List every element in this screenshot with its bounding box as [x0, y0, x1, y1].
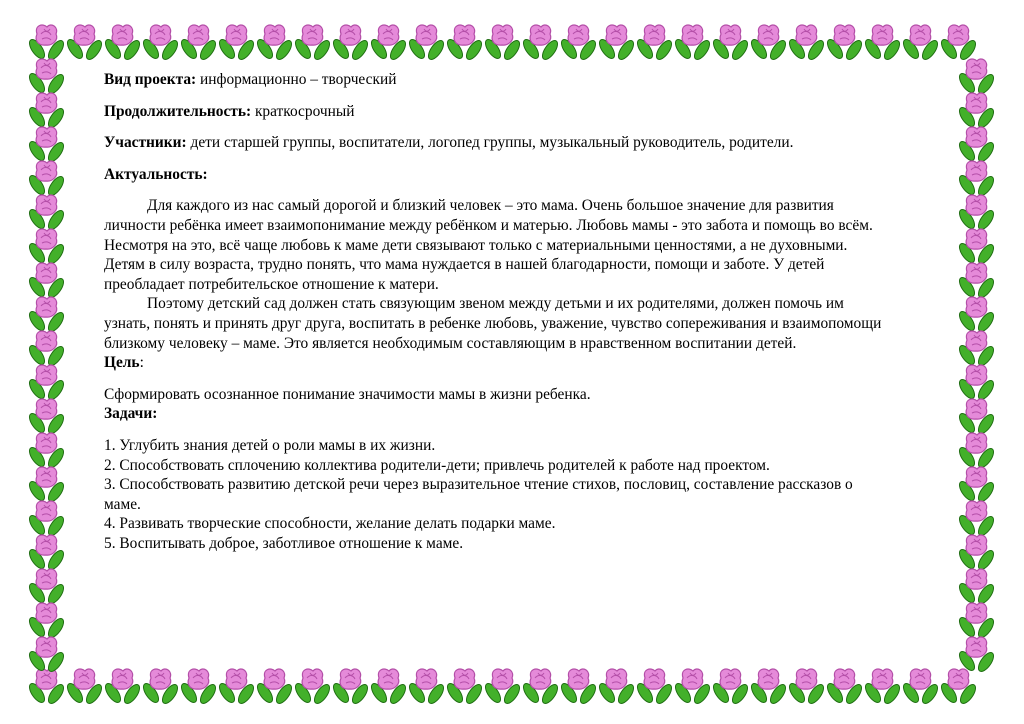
- rose-icon: [369, 669, 409, 706]
- rose-icon: [939, 25, 979, 62]
- rose-icon: [27, 637, 67, 674]
- rose-icon: [635, 25, 675, 62]
- duration-value: краткосрочный: [251, 102, 355, 120]
- rose-icon: [787, 669, 827, 706]
- rose-icon: [65, 669, 105, 706]
- participants-line: [104, 133, 966, 153]
- rose-icon: [559, 669, 599, 706]
- rose-icon: [27, 93, 67, 130]
- task-item: маме.: [104, 495, 141, 513]
- relevance-line: Для каждого из нас самый дорогой и близкий человек – это мама. Очень большое значение для развития: [147, 197, 834, 215]
- rose-icon: [255, 25, 295, 62]
- rose-icon: [65, 25, 105, 62]
- rose-icon: [825, 669, 865, 706]
- project-type-label: Вид проекта:: [104, 71, 197, 88]
- rose-icon: [521, 669, 561, 706]
- rose-icon: [863, 25, 903, 62]
- rose-icon: [787, 25, 827, 62]
- relevance-heading: Актуальность:: [104, 165, 208, 183]
- rose-icon: [863, 669, 903, 706]
- participants-value: дети старшей группы, воспитатели, логопед группы, музыкальный руководитель, родители.: [186, 134, 794, 152]
- rose-icon: [27, 569, 67, 606]
- task-item: 3. Способствовать развитию детской речи через выразительное чтение стихов, пословиц, составление рассказов о: [104, 476, 853, 494]
- rose-icon: [27, 263, 67, 300]
- tasks-list: [104, 436, 966, 554]
- rose-icon: [27, 603, 67, 640]
- rose-icon: [957, 603, 997, 640]
- goal-heading-colon: :: [139, 354, 144, 372]
- rose-icon: [369, 25, 409, 62]
- rose-icon: [407, 669, 447, 706]
- rose-icon: [331, 669, 371, 706]
- rose-icon: [27, 433, 67, 470]
- rose-icon: [901, 25, 941, 62]
- rose-icon: [255, 669, 295, 706]
- rose-icon: [27, 59, 67, 96]
- task-item: 5. Воспитывать доброе, заботливое отношение к маме.: [104, 534, 464, 552]
- rose-icon: [445, 25, 485, 62]
- rose-icon: [141, 669, 181, 706]
- rose-icon: [483, 25, 523, 62]
- task-item: 1. Углубить знания детей о роли мамы в их жизни.: [104, 436, 436, 454]
- rose-icon: [711, 25, 751, 62]
- rose-icon: [521, 25, 561, 62]
- rose-icon: [103, 25, 143, 62]
- rose-icon: [445, 669, 485, 706]
- rose-icon: [27, 535, 67, 572]
- rose-icon: [103, 669, 143, 706]
- tasks-heading: Задачи:: [104, 405, 158, 423]
- rose-icon: [27, 195, 67, 232]
- rose-icon: [179, 25, 219, 62]
- rose-icon: [635, 669, 675, 706]
- rose-icon: [597, 669, 637, 706]
- rose-icon: [749, 669, 789, 706]
- project-type-value: информационно – творческий: [196, 71, 397, 88]
- rose-icon: [27, 399, 67, 436]
- rose-icon: [749, 25, 789, 62]
- rose-icon: [957, 569, 997, 606]
- relevance-text: [104, 196, 966, 353]
- rose-icon: [293, 669, 333, 706]
- goal-heading-label: Цель: [104, 354, 140, 372]
- rose-icon: [901, 669, 941, 706]
- duration-line: [104, 102, 966, 122]
- rose-icon: [559, 25, 599, 62]
- document-content: [104, 70, 966, 553]
- goal-heading: [104, 353, 966, 373]
- rose-icon: [27, 331, 67, 368]
- rose-icon: [27, 365, 67, 402]
- rose-icon: [673, 25, 713, 62]
- rose-icon: [27, 669, 67, 706]
- relevance-line: близкому человеку – маме. Это является необходимым составляющим в нравственном воспитании детей.: [104, 334, 797, 352]
- rose-icon: [27, 297, 67, 334]
- rose-icon: [141, 25, 181, 62]
- rose-icon: [27, 467, 67, 504]
- duration-label: Продолжительность:: [104, 102, 252, 120]
- participants-label: Участники:: [104, 134, 187, 152]
- rose-icon: [711, 669, 751, 706]
- rose-icon: [331, 25, 371, 62]
- relevance-line: Несмотря на это, всё чаще любовь к маме дети связывают только с материальными ценностями, а не духовными.: [104, 236, 848, 254]
- rose-icon: [939, 669, 979, 706]
- rose-icon: [673, 669, 713, 706]
- rose-icon: [407, 25, 447, 62]
- rose-icon: [27, 161, 67, 198]
- rose-icon: [483, 669, 523, 706]
- rose-icon: [217, 25, 257, 62]
- project-type-line: [104, 70, 966, 90]
- relevance-line: Детям в силу возраста, трудно понять, что мама нуждается в нашей благодарности, помощи и заботе. У детей: [104, 256, 825, 274]
- relevance-line: узнать, понять и принять друг друга, воспитать в ребенке любовь, уважение, чувство сопереживания и взаимопомощи: [104, 314, 882, 332]
- relevance-line: Поэтому детский сад должен стать связующим звеном между детьми и их родителями, должен помочь им: [147, 295, 844, 313]
- rose-icon: [27, 501, 67, 538]
- rose-icon: [27, 25, 67, 62]
- task-item: 4. Развивать творческие способности, желание делать подарки маме.: [104, 515, 556, 533]
- rose-icon: [217, 669, 257, 706]
- rose-icon: [179, 669, 219, 706]
- rose-icon: [597, 25, 637, 62]
- task-item: 2. Способствовать сплочению коллектива родители-дети; привлечь родителей к работе над проектом.: [104, 456, 770, 474]
- rose-icon: [27, 229, 67, 266]
- relevance-line: преобладает потребительское отношение к матери.: [104, 275, 439, 293]
- rose-icon: [27, 127, 67, 164]
- goal-text: Сформировать осознанное понимание значимости мамы в жизни ребенка.: [104, 385, 591, 403]
- rose-icon: [293, 25, 333, 62]
- relevance-line: личности ребёнка имеет взаимопонимание между ребёнком и матерью. Любовь мамы - это забота и помощь во всём.: [104, 216, 873, 234]
- rose-icon: [825, 25, 865, 62]
